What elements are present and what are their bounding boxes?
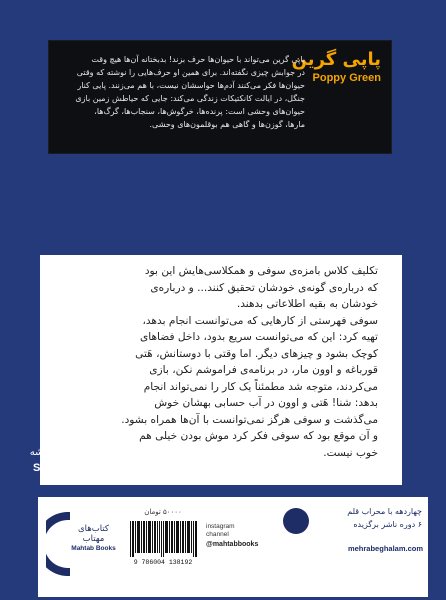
barcode-icon: [128, 521, 198, 557]
publisher-name-en: Mahtab Books: [71, 545, 116, 552]
award-text: چهاردهه با محراب قلم ۶ دوره ناشر برگزیده: [347, 507, 422, 529]
publisher-name-fa: کتاب‌های مهتاب: [78, 524, 109, 544]
isbn-number: 9 786004 138192: [133, 559, 193, 566]
publisher-strip: [38, 497, 428, 597]
synopsis-text: تکلیف کلاس بامزه‌ی سوفی و همکلاسی‌هایش این بود که درباره‌ی گونه‌ی خودشان تحقیق کنند... و درباره‌ی خودشان به بقیه اطلاعاتی بدهند. سوفی فهرستی از کارهایی که می‌توانست انجام بدهد، تهیه کرد: این که می‌توانست سریع بدود، داخل فضاهای کوچک بشود و چیزهای دیگر. اما وقتی با دوستانش، هَتی قورباغه و اوون مار، در برنامه‌ی فراموشم نکن، بازی می‌کردند، متوجه شد مطمئناً یک کار را نمی‌تواند انجام بدهد: شنا! هَتی و اوون در آب حسابی بهشان خوش می‌گذشت و سوفی هرگز نمی‌توانست با آن‌ها همراه بشود. و آن موقع بود که سوفی فکر کرد موش بودن خیلی هم خوب نیست.: [121, 265, 378, 459]
series-title-en: Sophie Mouse: [33, 462, 108, 474]
price-label: ۵۰۰۰۰ تومان: [144, 508, 182, 516]
author-name-en: Poppy Green: [312, 72, 381, 84]
author-bio-box: [48, 40, 392, 154]
publisher-logo: [46, 510, 118, 578]
moon-logo-icon: [46, 510, 118, 578]
author-bio-text: پاپی گرین می‌تواند با حیوان‌ها حرف بزند! بدبختانه آن‌ها هیچ وقت در جوابش چیزی نگفته‌اند. برای همین او حرف‌هایی را نوشته که وقتی حیوان‌ها فکر می‌کنند آدم‌ها حواسشان نیست، با هم می‌زنند. پایی کنار جنگل، در ایالت کانکتیکات زندگی می‌کند: جایی که حیاطش زمین بازی حیوان‌های وحشی است: پرنده‌ها، خرگوش‌ها، سنجاب‌ها، گرگ‌ها، مارها، گوزن‌ها و گاهی هم بوقلمون‌های وحشی.: [75, 55, 305, 129]
publisher-website[interactable]: mehrabeghalam.com: [347, 544, 423, 553]
author-name-fa: پاپی گرین: [291, 49, 381, 70]
instagram-label: instagram channel: [206, 523, 235, 538]
series-title-fa: ماجراهای سوفی موشه: [29, 447, 126, 458]
instagram-handle[interactable]: @mahtabbooks: [206, 541, 259, 548]
